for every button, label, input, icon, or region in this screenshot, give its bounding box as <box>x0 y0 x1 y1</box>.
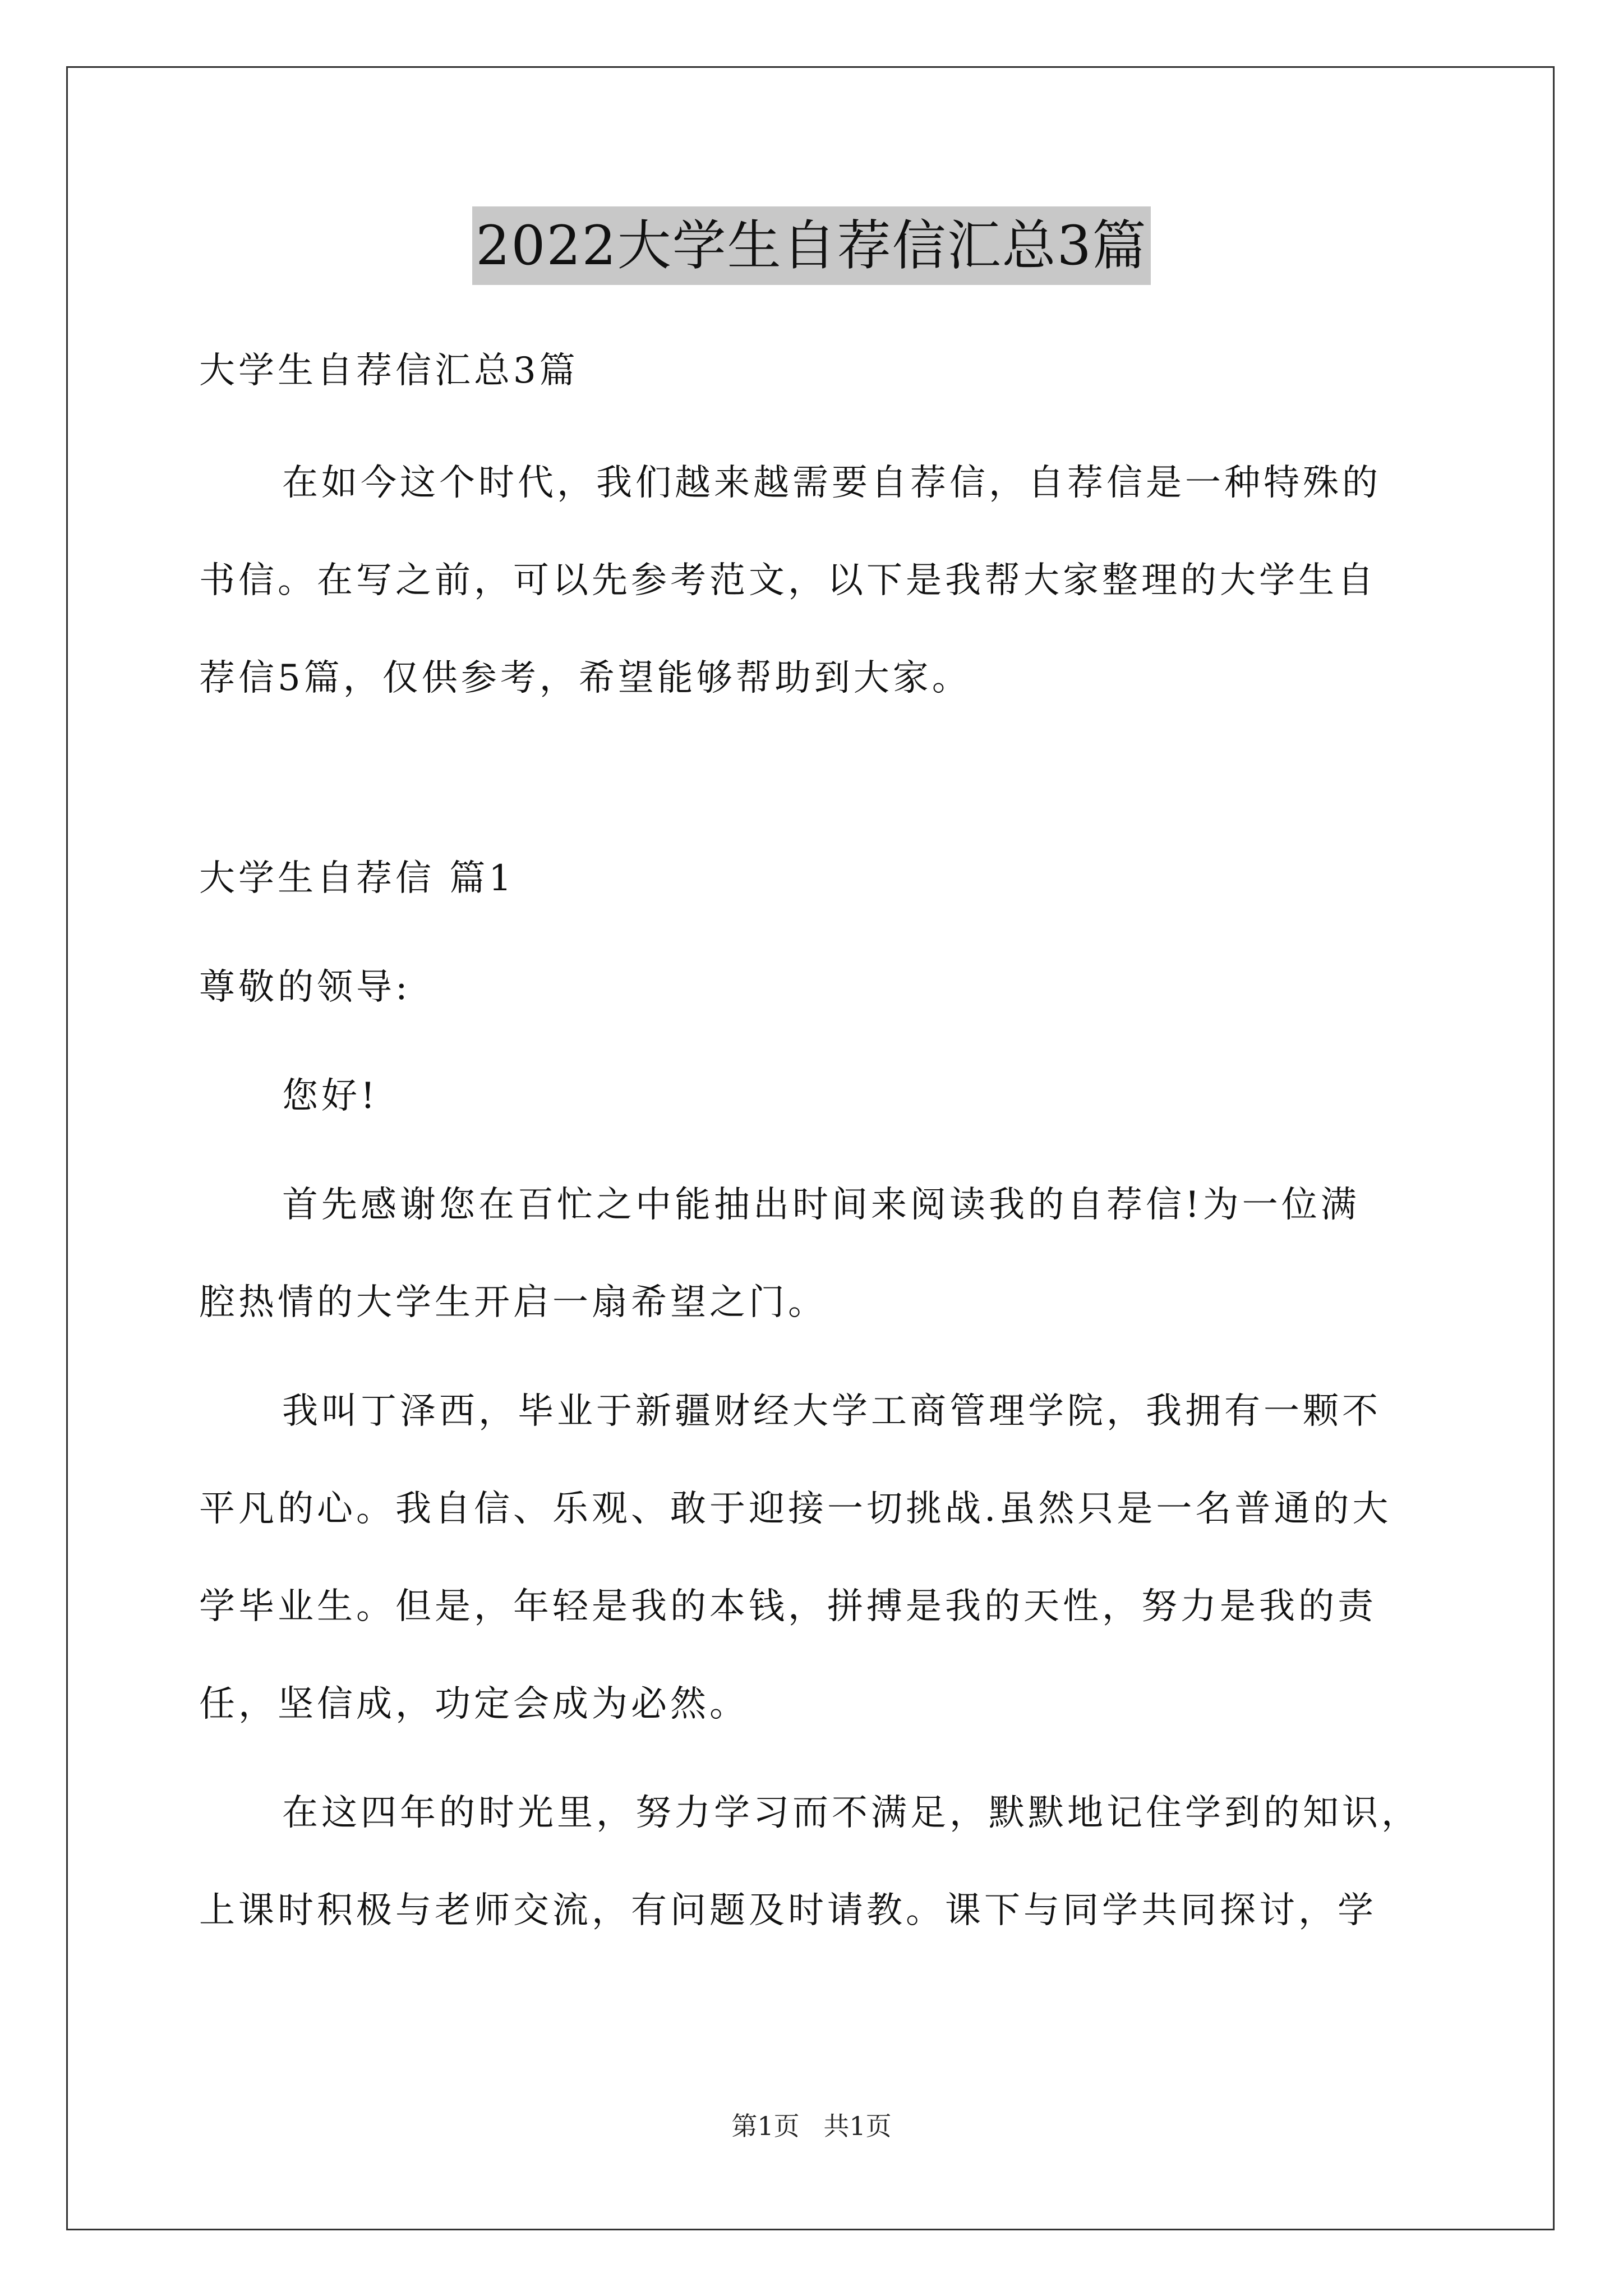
subtitle: 大学生自荐信汇总3篇 <box>199 350 579 392</box>
section-heading: 大学生自荐信 篇1 <box>199 858 515 899</box>
page-number-total: 共1页 <box>823 2111 892 2141</box>
intro-line-2: 书信。在写之前，可以先参考范文，以下是我帮大家整理的大学生自 <box>199 560 1377 601</box>
paragraph-1-line-1: 首先感谢您在百忙之中能抽出时间来阅读我的自荐信!为一位满 <box>282 1184 1360 1226</box>
intro-line-3: 荐信5篇，仅供参考，希望能够帮助到大家。 <box>199 657 971 699</box>
paragraph-3-line-1: 在这四年的时光里，努力学习而不满足，默默地记住学到的知识， <box>282 1792 1421 1834</box>
paragraph-2-line-2: 平凡的心。我自信、乐观、敢于迎接一切挑战.虽然只是一名普通的大 <box>199 1488 1392 1530</box>
paragraph-2-line-1: 我叫丁泽西，毕业于新疆财经大学工商管理学院，我拥有一颗不 <box>282 1391 1381 1432</box>
salutation: 尊敬的领导: <box>199 967 411 1008</box>
title-container <box>0 206 1623 285</box>
greeting: 您好! <box>282 1075 379 1117</box>
document-title: 2022大学生自荐信汇总3篇 <box>472 206 1150 285</box>
paragraph-2-line-3: 学毕业生。但是，年轻是我的本钱，拼搏是我的天性，努力是我的责 <box>199 1586 1377 1627</box>
paragraph-2-line-4: 任，坚信成，功定会成为必然。 <box>199 1683 749 1725</box>
paragraph-1-line-2: 腔热情的大学生开启一扇希望之门。 <box>199 1282 827 1323</box>
paragraph-3-line-2: 上课时积极与老师交流，有问题及时请教。课下与同学共同探讨，学 <box>199 1890 1377 1931</box>
intro-line-1: 在如今这个时代，我们越来越需要自荐信，自荐信是一种特殊的 <box>282 462 1381 504</box>
page-footer <box>0 2109 1623 2143</box>
document-body <box>199 314 1438 1934</box>
page-number-current: 第1页 <box>731 2111 800 2141</box>
